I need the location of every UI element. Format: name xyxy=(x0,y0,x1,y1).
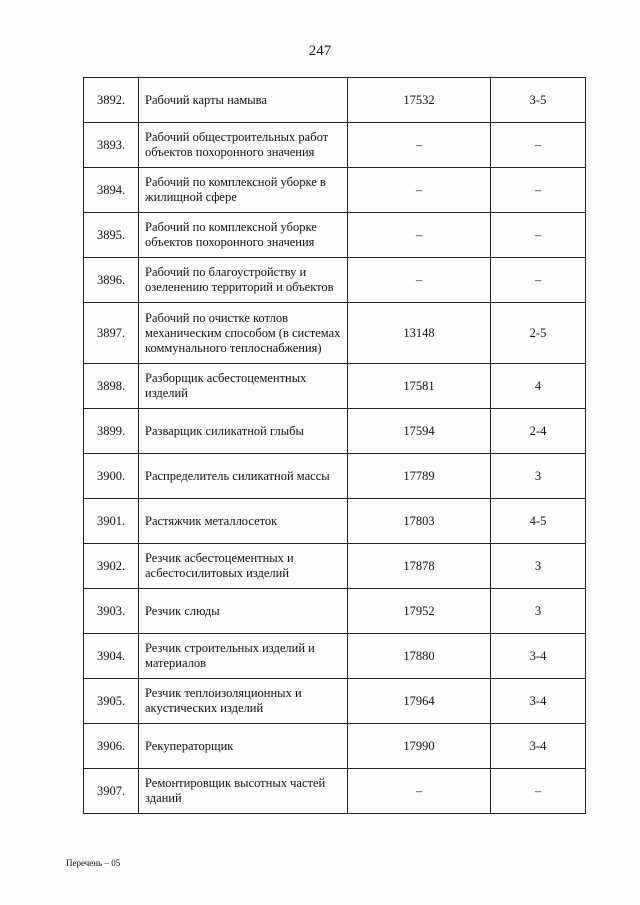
profession-code: 17880 xyxy=(348,634,491,679)
profession-code: 17532 xyxy=(348,78,491,123)
profession-name: Рабочий по очистке котлов механическим способом (в системах коммунального теплоснабжения) xyxy=(139,303,348,364)
profession-code: 17789 xyxy=(348,454,491,499)
profession-name: Резчик слюды xyxy=(139,589,348,634)
row-number: 3907. xyxy=(84,769,139,814)
category-range: 3 xyxy=(491,589,586,634)
category-range: – xyxy=(491,258,586,303)
table-row xyxy=(84,168,586,213)
row-number: 3900. xyxy=(84,454,139,499)
profession-name: Рабочий общестроительных работ объектов похоронного значения xyxy=(139,123,348,168)
footer-note: Перечень – 05 xyxy=(66,858,121,868)
row-number: 3899. xyxy=(84,409,139,454)
row-number: 3902. xyxy=(84,544,139,589)
profession-name: Ремонтировщик высотных частей зданий xyxy=(139,769,348,814)
table-row xyxy=(84,589,586,634)
category-range: 3 xyxy=(491,454,586,499)
profession-code: – xyxy=(348,213,491,258)
category-range: – xyxy=(491,168,586,213)
profession-code: – xyxy=(348,123,491,168)
profession-name: Резчик теплоизоляционных и акустических изделий xyxy=(139,679,348,724)
table-row xyxy=(84,303,586,364)
table-row xyxy=(84,724,586,769)
profession-table xyxy=(83,77,586,814)
profession-name: Рабочий по благоустройству и озеленению территорий и объектов xyxy=(139,258,348,303)
category-range: 3 xyxy=(491,544,586,589)
category-range: 3-4 xyxy=(491,679,586,724)
profession-name: Растяжчик металлосеток xyxy=(139,499,348,544)
profession-code: – xyxy=(348,769,491,814)
row-number: 3896. xyxy=(84,258,139,303)
profession-code: 17952 xyxy=(348,589,491,634)
profession-name: Разварщик силикатной глыбы xyxy=(139,409,348,454)
category-range: – xyxy=(491,123,586,168)
table-row xyxy=(84,123,586,168)
page-number: 247 xyxy=(308,43,332,59)
profession-name: Рекуператорщик xyxy=(139,724,348,769)
category-range: 2-4 xyxy=(491,409,586,454)
profession-name: Разборщик асбестоцементных изделий xyxy=(139,364,348,409)
profession-code: 17878 xyxy=(348,544,491,589)
row-number: 3895. xyxy=(84,213,139,258)
profession-code: 17594 xyxy=(348,409,491,454)
category-range: 3-5 xyxy=(491,78,586,123)
row-number: 3903. xyxy=(84,589,139,634)
row-number: 3893. xyxy=(84,123,139,168)
table-row xyxy=(84,544,586,589)
table-row xyxy=(84,78,586,123)
profession-code: 17803 xyxy=(348,499,491,544)
table-row xyxy=(84,213,586,258)
profession-code: – xyxy=(348,258,491,303)
category-range: 4-5 xyxy=(491,499,586,544)
table-row xyxy=(84,409,586,454)
row-number: 3898. xyxy=(84,364,139,409)
profession-code: 17964 xyxy=(348,679,491,724)
category-range: – xyxy=(491,769,586,814)
profession-name: Рабочий карты намыва xyxy=(139,78,348,123)
row-number: 3906. xyxy=(84,724,139,769)
category-range: 3-4 xyxy=(491,634,586,679)
table-row xyxy=(84,769,586,814)
row-number: 3894. xyxy=(84,168,139,213)
table-row xyxy=(84,679,586,724)
category-range: 4 xyxy=(491,364,586,409)
profession-code: – xyxy=(348,168,491,213)
row-number: 3901. xyxy=(84,499,139,544)
category-range: – xyxy=(491,213,586,258)
category-range: 3-4 xyxy=(491,724,586,769)
profession-code: 13148 xyxy=(348,303,491,364)
profession-code: 17990 xyxy=(348,724,491,769)
profession-name: Резчик строительных изделий и материалов xyxy=(139,634,348,679)
table-row xyxy=(84,634,586,679)
row-number: 3904. xyxy=(84,634,139,679)
profession-name: Распределитель силикатной массы xyxy=(139,454,348,499)
profession-code: 17581 xyxy=(348,364,491,409)
profession-name: Рабочий по комплексной уборке в жилищной сфере xyxy=(139,168,348,213)
profession-name: Рабочий по комплексной уборке объектов похоронного значения xyxy=(139,213,348,258)
profession-name: Резчик асбестоцементных и асбестосилитовых изделий xyxy=(139,544,348,589)
table-row xyxy=(84,454,586,499)
row-number: 3892. xyxy=(84,78,139,123)
table-row xyxy=(84,499,586,544)
row-number: 3905. xyxy=(84,679,139,724)
row-number: 3897. xyxy=(84,303,139,364)
table-row xyxy=(84,364,586,409)
table-row xyxy=(84,258,586,303)
category-range: 2-5 xyxy=(491,303,586,364)
